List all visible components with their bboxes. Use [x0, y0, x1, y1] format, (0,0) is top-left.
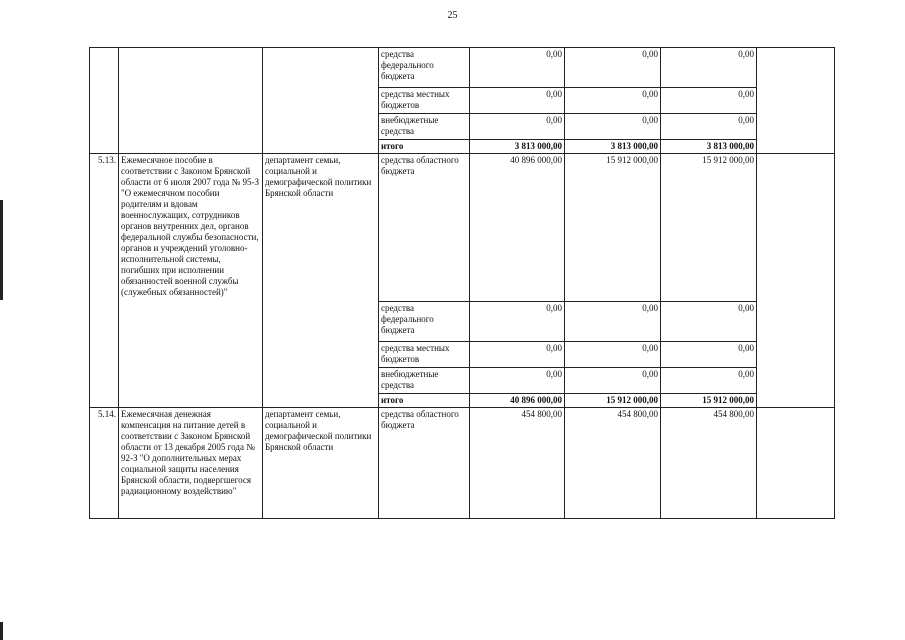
value-cell: 0,00: [565, 342, 661, 368]
value-cell: 0,00: [565, 48, 661, 88]
note-cell: [757, 48, 835, 154]
value-cell: 0,00: [565, 302, 661, 342]
value-cell: 0,00: [565, 88, 661, 114]
scan-edge-mark: [0, 200, 3, 300]
source-cell-total: итого: [379, 394, 470, 408]
index-cell: [90, 48, 119, 154]
note-cell: [757, 408, 835, 519]
name-cell: Ежемесячное пособие в соответствии с Законом Брянской области от 6 июля 2007 года № 95-З "О ежемесячном пособии родителям и вдовам военнослужащих, сотрудников органов внутренних дел, органов федеральной службы безопасности, органов и учреждений уголовно-исполнительной системы, погибших при исполнении обязанностей военной службы (служебных обязанностей)": [119, 154, 263, 408]
source-cell: внебюджетные средства: [379, 368, 470, 394]
value-cell: 0,00: [661, 342, 757, 368]
value-cell: 0,00: [470, 88, 565, 114]
value-cell: 0,00: [565, 114, 661, 140]
source-cell: средства федерального бюджета: [379, 48, 470, 88]
executor-cell: [263, 48, 379, 154]
value-cell: 0,00: [661, 88, 757, 114]
scan-edge-mark-bottom: [0, 622, 3, 640]
value-cell: 0,00: [470, 114, 565, 140]
value-cell-total: 3 813 000,00: [565, 140, 661, 154]
source-cell: внебюджетные средства: [379, 114, 470, 140]
name-cell: Ежемесячная денежная компенсация на питание детей в соответствии с Законом Брянской области от 13 декабря 2005 года № 92-З "О дополнительных мерах социальной защиты населения Брянской области, подвергшегося радиационному воздействию": [119, 408, 263, 519]
value-cell: 15 912 000,00: [661, 154, 757, 302]
value-cell: 40 896 000,00: [470, 154, 565, 302]
value-cell: 0,00: [470, 342, 565, 368]
table-row: [90, 154, 835, 302]
value-cell-total: 3 813 000,00: [661, 140, 757, 154]
value-cell: 0,00: [661, 302, 757, 342]
page-number: 25: [447, 10, 458, 21]
value-cell: 15 912 000,00: [565, 154, 661, 302]
value-cell-total: 15 912 000,00: [565, 394, 661, 408]
value-cell: 0,00: [470, 368, 565, 394]
value-cell: 0,00: [661, 48, 757, 88]
value-cell: 454 800,00: [470, 408, 565, 519]
index-cell: 5.14.: [90, 408, 119, 519]
value-cell: 0,00: [565, 368, 661, 394]
source-cell: средства местных бюджетов: [379, 88, 470, 114]
value-cell-total: 3 813 000,00: [470, 140, 565, 154]
value-cell-total: 40 896 000,00: [470, 394, 565, 408]
note-cell: [757, 154, 835, 408]
name-cell: [119, 48, 263, 154]
value-cell-total: 15 912 000,00: [661, 394, 757, 408]
value-cell: 0,00: [470, 302, 565, 342]
value-cell: 0,00: [661, 368, 757, 394]
index-cell: 5.13.: [90, 154, 119, 408]
source-cell: средства местных бюджетов: [379, 342, 470, 368]
budget-table: [89, 47, 835, 519]
source-cell-total: итого: [379, 140, 470, 154]
table-row: [90, 48, 835, 88]
executor-cell: департамент семьи, социальной и демографической политики Брянской области: [263, 408, 379, 519]
executor-cell: департамент семьи, социальной и демографической политики Брянской области: [263, 154, 379, 408]
source-cell: средства областного бюджета: [379, 154, 470, 302]
value-cell: 0,00: [661, 114, 757, 140]
source-cell: средства федерального бюджета: [379, 302, 470, 342]
value-cell: 0,00: [470, 48, 565, 88]
value-cell: 454 800,00: [565, 408, 661, 519]
value-cell: 454 800,00: [661, 408, 757, 519]
table-row: [90, 408, 835, 519]
source-cell: средства областного бюджета: [379, 408, 470, 519]
